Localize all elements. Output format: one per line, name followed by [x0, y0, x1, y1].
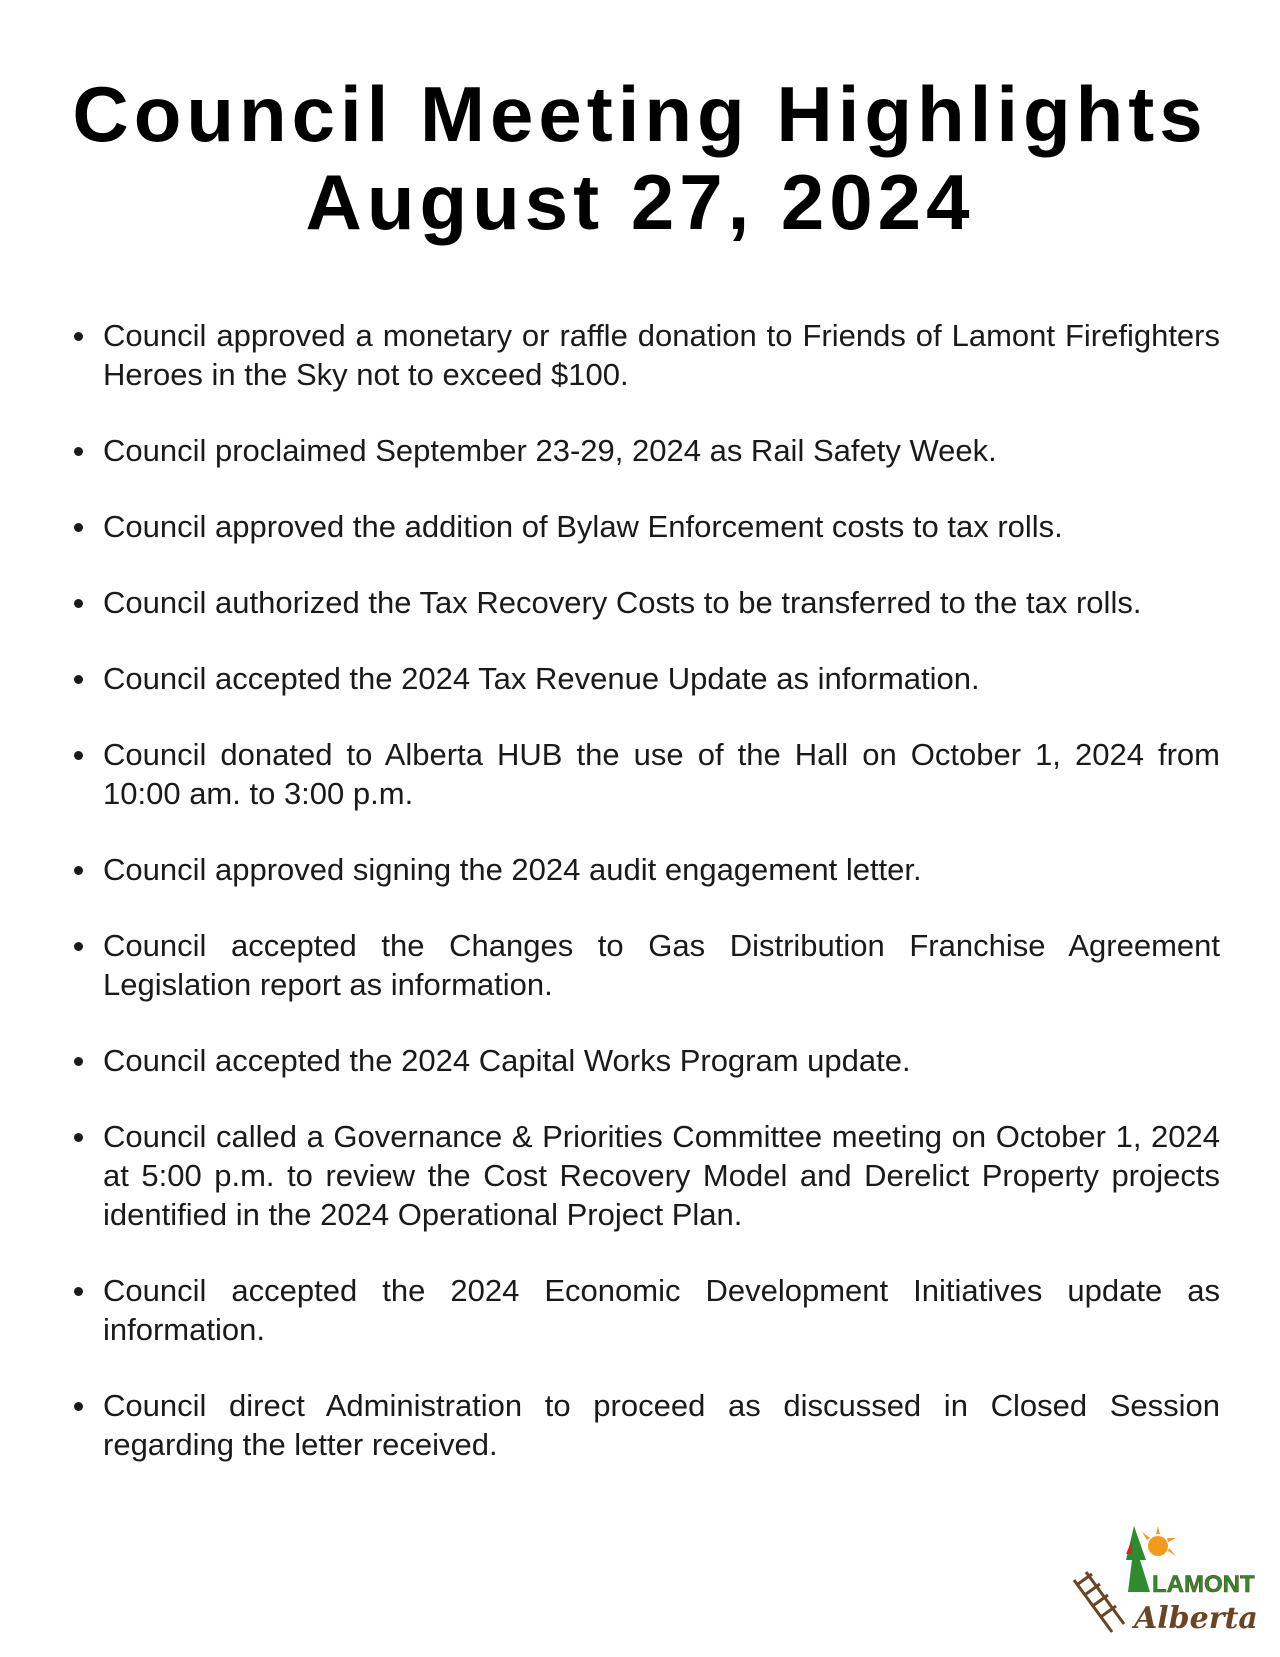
list-item [70, 316, 1220, 394]
bullet-icon [74, 1287, 83, 1296]
list-item [70, 659, 1220, 698]
bullet-icon [74, 1057, 83, 1066]
list-item [70, 926, 1220, 1004]
list-item [70, 735, 1220, 813]
logo-wordmark-alberta: Alberta [1134, 1601, 1258, 1636]
page-title [0, 70, 1280, 246]
bullet-icon [74, 599, 83, 608]
railway-icon [1074, 1572, 1124, 1632]
bullet-icon [74, 1402, 83, 1411]
list-item-text: Council proclaimed September 23-29, 2024 as Rail Safety Week. [103, 433, 997, 468]
list-item-text: Council accepted the 2024 Capital Works Program update. [103, 1043, 911, 1078]
list-item-text: Council approved a monetary or raffle donation to Friends of Lamont Firefighters Heroes in the Sky not to exceed $100. [103, 318, 1220, 392]
list-item-text: Council accepted the 2024 Tax Revenue Update as information. [103, 661, 980, 696]
list-item-text: Council approved signing the 2024 audit engagement letter. [103, 852, 922, 887]
bullet-icon [74, 675, 83, 684]
title-line-2: August 27, 2024 [305, 158, 975, 246]
list-item-text: Council accepted the Changes to Gas Distribution Franchise Agreement Legislation report as information. [103, 928, 1220, 1002]
list-item-text: Council donated to Alberta HUB the use of the Hall on October 1, 2024 from 10:00 am. to 3:00 p.m. [103, 737, 1220, 811]
title-line-1: Council Meeting Highlights [72, 70, 1208, 158]
bullet-icon [74, 751, 83, 760]
list-item-text: Council called a Governance & Priorities Committee meeting on October 1, 2024 at 5:00 p.m. to review the Cost Recovery Model and Derelict Property projects identified in the 2024 Operational Project Plan. [103, 1119, 1220, 1232]
bullet-icon [74, 1133, 83, 1142]
sun-icon [1142, 1526, 1176, 1556]
list-item-text: Council authorized the Tax Recovery Costs to be transferred to the tax rolls. [103, 585, 1142, 620]
list-item-text: Council accepted the 2024 Economic Development Initiatives update as information. [103, 1273, 1220, 1347]
bullet-icon [74, 942, 83, 951]
list-item [70, 850, 1220, 889]
list-item-text: Council direct Administration to proceed as discussed in Closed Session regarding the letter received. [103, 1388, 1220, 1462]
lamont-alberta-logo [1072, 1520, 1272, 1640]
list-item [70, 1271, 1220, 1349]
list-item [70, 431, 1220, 470]
list-item-text: Council approved the addition of Bylaw Enforcement costs to tax rolls. [103, 509, 1063, 544]
list-item [70, 1386, 1220, 1464]
list-item [70, 583, 1220, 622]
highlights-list [70, 316, 1220, 1501]
bullet-icon [74, 447, 83, 456]
bullet-icon [74, 866, 83, 875]
bullet-icon [74, 332, 83, 341]
list-item [70, 1041, 1220, 1080]
list-item [70, 1117, 1220, 1234]
list-item [70, 507, 1220, 546]
logo-wordmark-lamont: LAMONT [1152, 1571, 1255, 1598]
bullet-icon [74, 523, 83, 532]
